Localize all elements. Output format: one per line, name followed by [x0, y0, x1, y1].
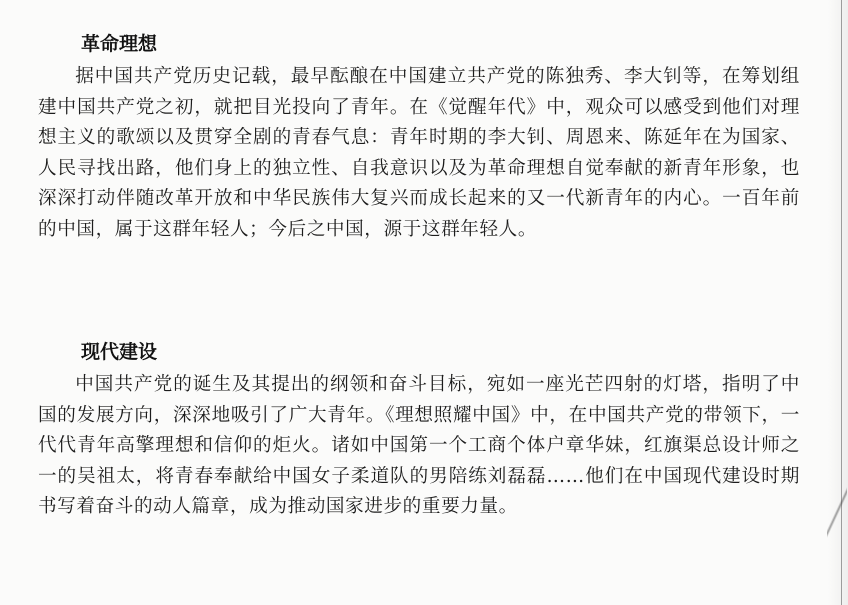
section-modern-construction: [38, 340, 800, 523]
section-heading: 现代建设: [81, 341, 158, 363]
section-heading: 革命理想: [81, 33, 158, 55]
page-corner-fold: [827, 420, 847, 605]
section-paragraph: 据中国共产党历史记载，最早酝酿在中国建立共产党的陈独秀、李大钊等，在筹划组建中国共产党之初，就把目光投向了青年。在《觉醒年代》中，观众可以感受到他们对理想主义的歌颂以及贯穿全剧的青春气息：青年时期的李大钊、周恩来、陈延年在为国家、人民寻找出路，他们身上的独立性、自我意识以及为革命理想自觉奉献的新青年形象，也深深打动伴随改革开放和中华民族伟大复兴而成长起来的又一代新青年的内心。一百年前的中国，属于这群年轻人；今后之中国，源于这群年轻人。: [38, 66, 800, 240]
section-paragraph: 中国共产党的诞生及其提出的纲领和奋斗目标，宛如一座光芒四射的灯塔，指明了中国的发展方向，深深地吸引了广大青年。《理想照耀中国》中，在中国共产党的带领下，一代代青年高擎理想和信仰的炬火。诸如中国第一个工商个体户章华妹，红旗渠总设计师之一的吴祖太，将青春奉献给中国女子柔道队的男陪练刘磊磊……他们在中国现代建设时期书写着奋斗的动人篇章，成为推动国家进步的重要力量。: [38, 374, 800, 517]
section-revolutionary-ideals: [38, 32, 800, 245]
